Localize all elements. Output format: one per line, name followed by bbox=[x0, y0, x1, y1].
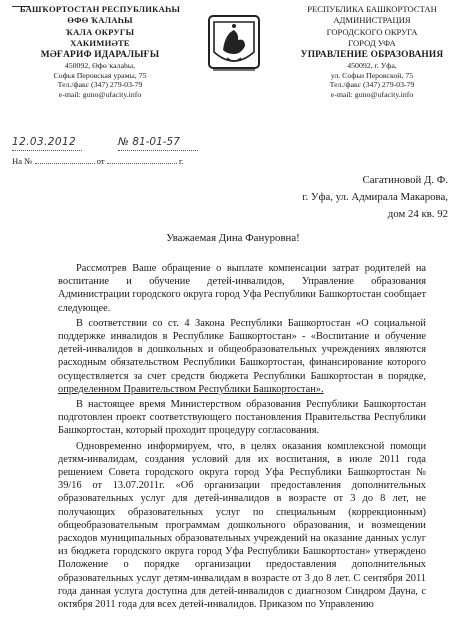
letterhead-bashkir-dept: МӘҒАРИФ ИДАРАЛЫҒЫ bbox=[40, 49, 160, 60]
addressee-address-line: г. Уфа, ул. Адмирала Макарова, bbox=[302, 191, 448, 203]
reference-ot-label: от bbox=[96, 156, 105, 166]
body-paragraph: Рассмотрев Ваше обращение о выплате компенсации затрат родителей на воспитание и обучение детей-инвалидов, Управление образования Администрации городского округа город Уфа Республики Башкортостан сообщает следующее. bbox=[58, 263, 426, 314]
reference-number-blank bbox=[35, 163, 95, 164]
coat-of-arms-emblem bbox=[205, 10, 263, 76]
letterhead-russian-dept: УПРАВЛЕНИЕ ОБРАЗОВАНИЯ bbox=[300, 49, 444, 60]
letterhead-bashkir-address: Тел./факс (347) 279-03-79 bbox=[57, 80, 143, 90]
letterhead-bashkir-line: БАШҠОРТОСТАН РЕСПУБЛИКАҺЫ bbox=[19, 4, 181, 14]
registration-number: № 81-01-57 bbox=[118, 136, 180, 148]
letterhead-russian-address: Тел./факс (347) 279-03-79 bbox=[329, 80, 415, 90]
body-paragraph: В настоящее время Министерством образования Республики Башкортостан подготовлен проект соответствующего постановления Правительства Республики Башкортостан, который проходит процедуру согласования. bbox=[58, 399, 426, 437]
reference-date-blank bbox=[107, 163, 177, 164]
date-dotted-line bbox=[12, 150, 82, 151]
letterhead-bashkir-line: ӨФӨ ҠАЛАҺЫ bbox=[67, 15, 133, 26]
reference-g-label: г. bbox=[178, 156, 184, 166]
addressee-address-line: дом 24 кв. 92 bbox=[387, 208, 448, 220]
letterhead-bashkir-email: e-mail: guno@ufacity.info bbox=[58, 89, 142, 99]
number-dotted-line bbox=[118, 150, 198, 151]
letterhead-russian bbox=[284, 4, 460, 99]
letterhead-bashkir-line: ХАКИМИӘТЕ bbox=[70, 38, 130, 49]
letterhead-russian-line: ГОРОД УФА bbox=[348, 38, 396, 49]
letterhead-russian-line: РЕСПУБЛИКА БАШКОРТОСТАН bbox=[307, 4, 437, 14]
letterhead-russian-line: АДМИНИСТРАЦИЯ bbox=[333, 15, 411, 26]
letter-body bbox=[58, 262, 426, 613]
body-paragraph bbox=[58, 317, 426, 396]
body-paragraph-text: В соответствии со ст. 4 Закона Республики Башкортостан «О социальной поддержке инвалидов в Республике Башкортостан» - «Воспитание и обучение детей-инвалидов в дошкольных и общеобразовательных учреждениях являются расходным обязательством Республики Башкортостан, финансирование которого осуществляется за счет средств бюджета Республики Башкортостан в порядке, bbox=[58, 317, 426, 382]
reference-row bbox=[12, 156, 184, 166]
letterhead-russian-address: ул. Софьи Перовской, 75 bbox=[330, 70, 414, 80]
body-underlined-text: определенном Правительством Республики Башкортостан». bbox=[58, 383, 324, 395]
body-paragraph: Одновременно информируем, что, в целях оказания комплексной помощи детям-инвалидам, создания условий для их воспитания, в июле 2011 года решением Совета городского округа город Уфа Республики Башкортостан № 39/16 от 13.07.2011г. «Об организации предоставления дополнительных образовательных услуг для детей-инвалидов в возрасте от 3 до 8 лет, не получающих образовательных услуг по специальным (коррекционным) общеобразовательным программам дошкольного образования, и возмещении расходов муниципальных образовательных учреждений на оказание данных услуг из бюджета городского округа город Уфа Республики Башкортостан» утверждено Положение о порядке организации предоставления дополнительных образовательных услуг детям-инвалидам в возрасте от 3 до 8 лет. С сентября 2011 года данная услуга доступна для детей-инвалидов с диагнозом Синдром Дауна, с октября 2011 года для всех детей-инвалидов. Приказом по Управлению bbox=[58, 440, 426, 611]
reference-na-label: На № bbox=[12, 156, 33, 166]
letterhead-russian-line: ГОРОДСКОГО ОКРУГА bbox=[326, 26, 418, 37]
addressee-block bbox=[302, 172, 448, 223]
letterhead-bashkir-address: Софья Перовская урамы, 75 bbox=[53, 70, 147, 80]
letterhead-russian-address: 450092, г. Уфа, bbox=[347, 61, 397, 71]
letterhead-bashkir-address: 450092, Өфө ҡалаһы, bbox=[64, 61, 136, 71]
letterhead bbox=[0, 4, 466, 134]
letterhead-russian-email: e-mail: guno@ufacity.info bbox=[330, 89, 414, 99]
letterhead-bashkir bbox=[10, 4, 190, 99]
addressee-name: Сагатиновой Д. Ф. bbox=[362, 174, 448, 186]
greeting: Уважаемая Дина Фануровна! bbox=[166, 232, 300, 244]
registration-date: 12.03.2012 bbox=[12, 136, 77, 148]
letterhead-bashkir-line: ҠАЛА ОКРУГЫ bbox=[65, 26, 135, 37]
registration-block bbox=[12, 136, 212, 172]
